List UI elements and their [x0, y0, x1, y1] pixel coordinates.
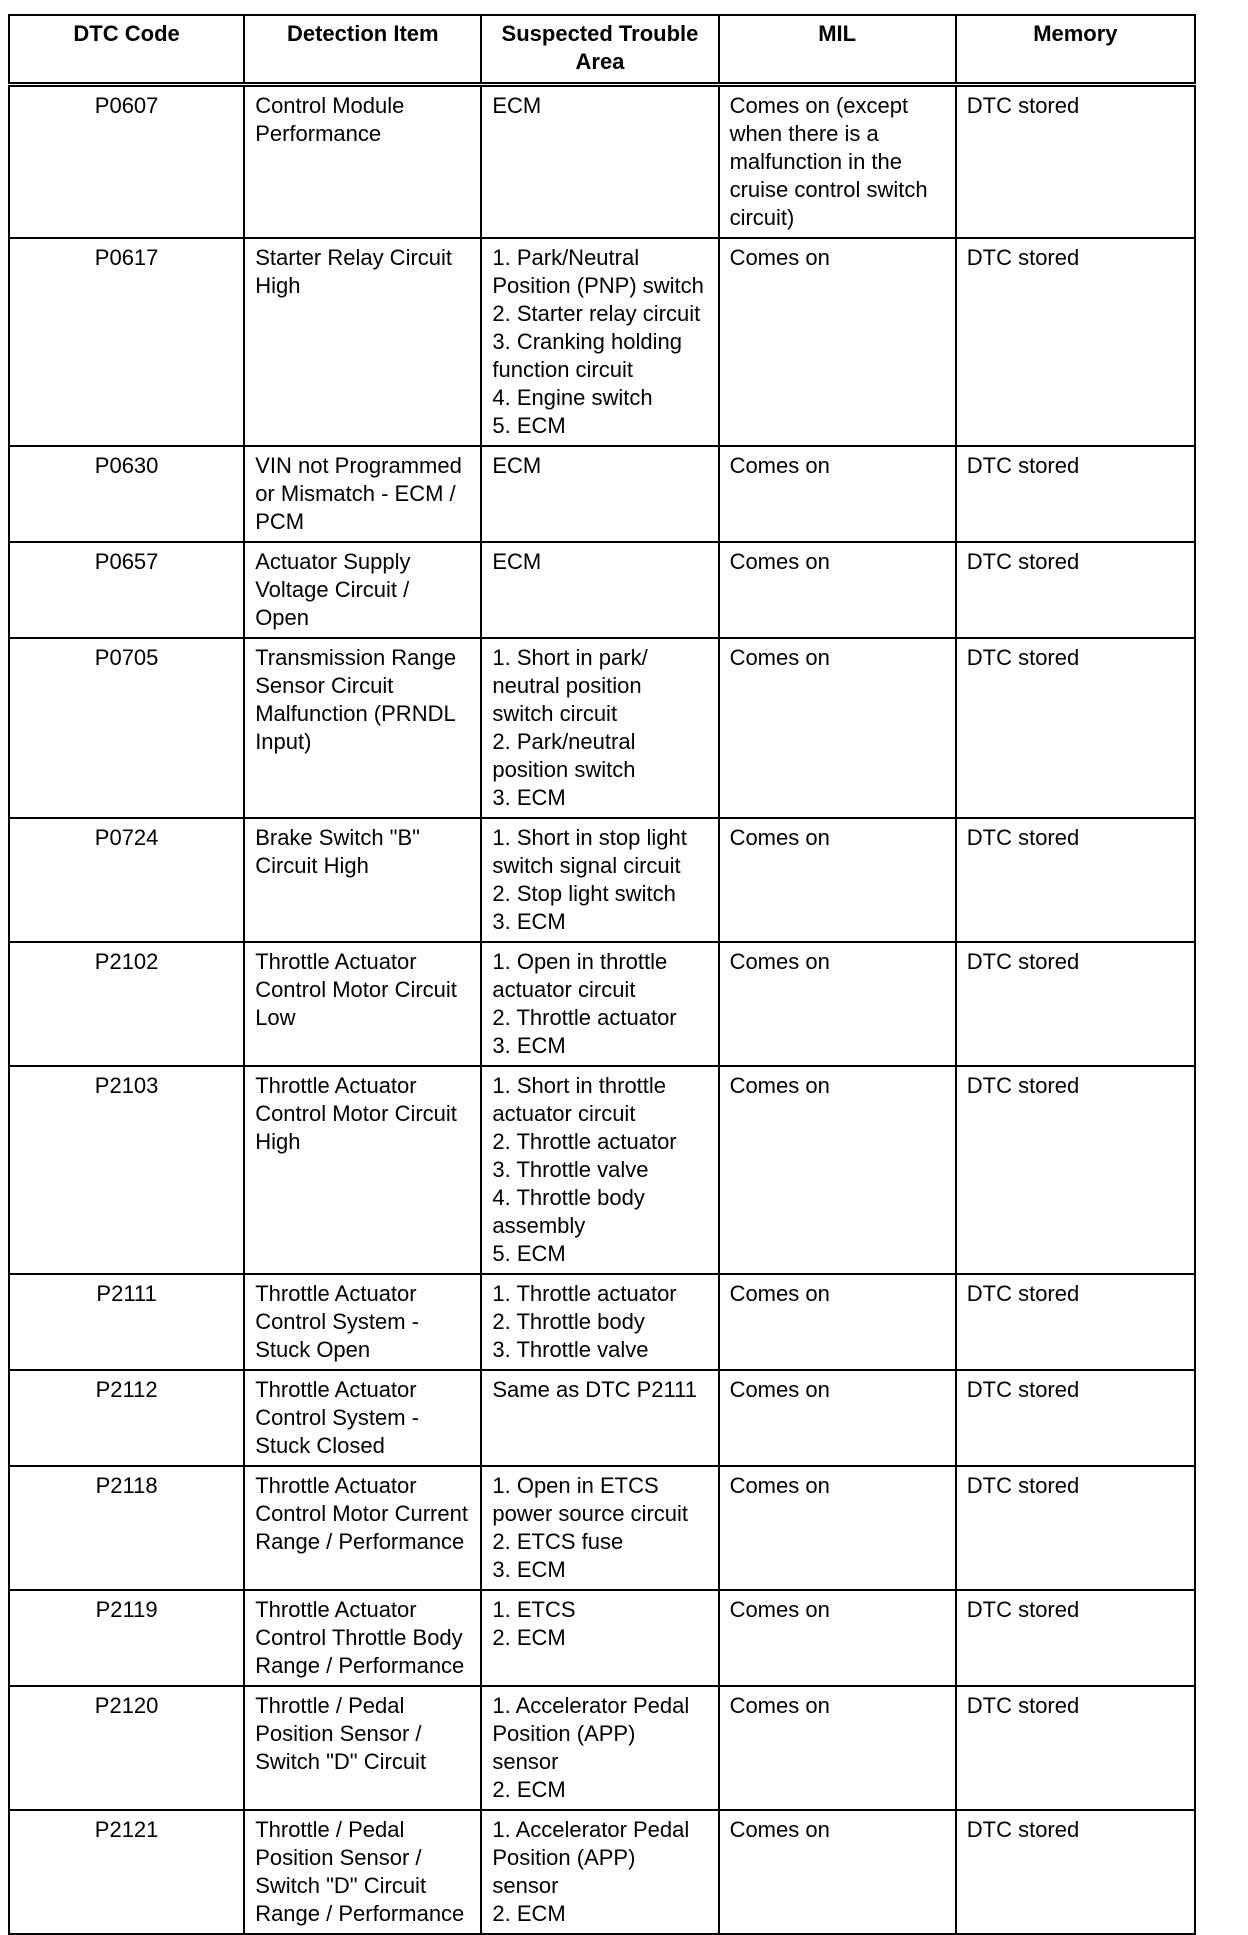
detection-item-cell-line: Low [255, 1005, 296, 1030]
table-row [9, 1370, 1195, 1466]
dtc-table-page [8, 14, 1196, 1935]
detection-item-cell-line: Control Motor Current [255, 1501, 468, 1526]
detection-item-cell-line: Actuator Supply [255, 549, 411, 574]
trouble-area-cell [481, 1686, 718, 1810]
memory-cell: DTC stored [956, 446, 1195, 542]
memory-cell: DTC stored [956, 1466, 1195, 1590]
trouble-area-cell-line: sensor [492, 1873, 559, 1898]
detection-item-cell-line: Range / Performance [255, 1653, 465, 1678]
dtc-code-cell: P2111 [9, 1274, 244, 1370]
trouble-area-cell-line: 1. Short in stop light [492, 825, 687, 850]
mil-cell [719, 818, 956, 942]
detection-item-cell-line: Brake Switch "B" [255, 825, 420, 850]
mil-cell [719, 1590, 956, 1686]
dtc-code-cell: P2120 [9, 1686, 244, 1810]
dtc-code-cell: P2121 [9, 1810, 244, 1934]
dtc-code-cell: P2119 [9, 1590, 244, 1686]
trouble-area-cell-line: 2. Starter relay circuit [492, 301, 701, 326]
trouble-area-cell-line: 2. ECM [492, 1625, 566, 1650]
detection-item-cell-line: Control Module [255, 93, 405, 118]
mil-cell [719, 638, 956, 818]
header-memory: Memory [956, 15, 1195, 85]
table-row [9, 942, 1195, 1066]
table-row [9, 638, 1195, 818]
trouble-area-cell-line: Position (PNP) switch [492, 273, 704, 298]
detection-item-cell-line: Throttle Actuator [255, 1473, 417, 1498]
detection-item-cell [244, 1066, 481, 1274]
dtc-code-cell: P0630 [9, 446, 244, 542]
mil-cell-line: Comes on [729, 549, 830, 574]
detection-item-cell-line: Position Sensor / [255, 1845, 422, 1870]
trouble-area-cell-line: Position (APP) [492, 1845, 636, 1870]
dtc-code-cell: P0724 [9, 818, 244, 942]
mil-cell [719, 1810, 956, 1934]
dtc-code-cell: P0705 [9, 638, 244, 818]
detection-item-cell-line: High [255, 273, 301, 298]
trouble-area-cell-line: assembly [492, 1213, 586, 1238]
mil-cell-line: Comes on [729, 949, 830, 974]
mil-cell [719, 85, 956, 239]
trouble-area-cell-line: 5. ECM [492, 1241, 566, 1266]
detection-item-cell-line: Position Sensor / [255, 1721, 422, 1746]
detection-item-cell [244, 238, 481, 446]
detection-item-cell-line: Transmission Range [255, 645, 457, 670]
detection-item-cell [244, 1466, 481, 1590]
table-row [9, 85, 1195, 239]
trouble-area-cell-line: 2. ETCS fuse [492, 1529, 624, 1554]
detection-item-cell-line: Throttle / Pedal [255, 1817, 405, 1842]
trouble-area-cell-line: 1. Open in throttle [492, 949, 668, 974]
dtc-code-cell: P2102 [9, 942, 244, 1066]
header-suspected-trouble-area [481, 15, 718, 85]
memory-cell: DTC stored [956, 942, 1195, 1066]
trouble-area-cell-line: 2. Throttle actuator [492, 1005, 677, 1030]
detection-item-cell-line: Control Motor Circuit [255, 1101, 457, 1126]
mil-cell-line: Comes on [729, 1817, 830, 1842]
mil-cell [719, 942, 956, 1066]
detection-item-cell-line: PCM [255, 509, 305, 534]
trouble-area-cell-line: power source circuit [492, 1501, 689, 1526]
detection-item-cell-line: Malfunction (PRNDL [255, 701, 456, 726]
memory-cell: DTC stored [956, 818, 1195, 942]
memory-cell: DTC stored [956, 1686, 1195, 1810]
detection-item-cell [244, 942, 481, 1066]
mil-cell-line: malfunction in the [729, 149, 902, 174]
trouble-area-cell-line: ECM [492, 453, 542, 478]
dtc-table [8, 14, 1196, 1935]
mil-cell [719, 542, 956, 638]
detection-item-cell-line: Control Throttle Body [255, 1625, 463, 1650]
trouble-area-cell-line: ECM [492, 549, 542, 574]
trouble-area-cell-line: 1. Accelerator Pedal [492, 1817, 690, 1842]
header-area-line: Suspected Trouble [501, 21, 699, 46]
header-area-line: Area [575, 49, 625, 74]
detection-item-cell-line: Switch "D" Circuit [255, 1749, 427, 1774]
mil-cell [719, 238, 956, 446]
trouble-area-cell-line: 4. Throttle body [492, 1185, 645, 1210]
detection-item-cell-line: Throttle Actuator [255, 1073, 417, 1098]
table-row [9, 238, 1195, 446]
mil-cell-line: Comes on (except [729, 93, 909, 118]
trouble-area-cell [481, 1370, 718, 1466]
trouble-area-cell [481, 1466, 718, 1590]
trouble-area-cell [481, 638, 718, 818]
detection-item-cell [244, 1274, 481, 1370]
trouble-area-cell-line: 4. Engine switch [492, 385, 653, 410]
mil-cell [719, 1370, 956, 1466]
detection-item-cell-line: Stuck Closed [255, 1433, 385, 1458]
dtc-code-cell: P0617 [9, 238, 244, 446]
trouble-area-cell-line: 2. Throttle actuator [492, 1129, 677, 1154]
memory-cell: DTC stored [956, 85, 1195, 239]
mil-cell-line: circuit) [729, 205, 795, 230]
trouble-area-cell-line: 1. Throttle actuator [492, 1281, 677, 1306]
trouble-area-cell-line: 3. Cranking holding [492, 329, 682, 354]
trouble-area-cell [481, 542, 718, 638]
mil-cell [719, 446, 956, 542]
trouble-area-cell-line: 5. ECM [492, 413, 566, 438]
mil-cell [719, 1686, 956, 1810]
header-mil: MIL [719, 15, 956, 85]
trouble-area-cell-line: switch circuit [492, 701, 618, 726]
detection-item-cell-line: Control System - [255, 1405, 420, 1430]
detection-item-cell-line: Stuck Open [255, 1337, 371, 1362]
dtc-code-cell: P0607 [9, 85, 244, 239]
mil-cell-line: Comes on [729, 1281, 830, 1306]
trouble-area-cell [481, 1066, 718, 1274]
trouble-area-cell [481, 238, 718, 446]
trouble-area-cell-line: 2. ECM [492, 1777, 566, 1802]
detection-item-cell [244, 85, 481, 239]
detection-item-cell-line: Range / Performance [255, 1529, 465, 1554]
detection-item-cell-line: Throttle Actuator [255, 1281, 417, 1306]
detection-item-cell [244, 1810, 481, 1934]
header-detection-item: Detection Item [244, 15, 481, 85]
memory-cell: DTC stored [956, 1370, 1195, 1466]
table-row [9, 446, 1195, 542]
dtc-code-cell: P2103 [9, 1066, 244, 1274]
trouble-area-cell-line: 2. ECM [492, 1901, 566, 1926]
mil-cell-line: cruise control switch [729, 177, 928, 202]
trouble-area-cell-line: 2. Stop light switch [492, 881, 676, 906]
mil-cell-line: Comes on [729, 645, 830, 670]
memory-cell: DTC stored [956, 638, 1195, 818]
detection-item-cell [244, 542, 481, 638]
mil-cell-line: Comes on [729, 1473, 830, 1498]
mil-cell-line: Comes on [729, 825, 830, 850]
mil-cell [719, 1066, 956, 1274]
detection-item-cell-line: Throttle / Pedal [255, 1693, 405, 1718]
detection-item-cell [244, 818, 481, 942]
trouble-area-cell-line: position switch [492, 757, 636, 782]
mil-cell-line: when there is a [729, 121, 879, 146]
detection-item-cell-line: Open [255, 605, 310, 630]
trouble-area-cell-line: actuator circuit [492, 977, 636, 1002]
trouble-area-cell-line: 1. Short in park/ [492, 645, 648, 670]
trouble-area-cell [481, 942, 718, 1066]
memory-cell: DTC stored [956, 1274, 1195, 1370]
detection-item-cell [244, 1370, 481, 1466]
trouble-area-cell-line: neutral position [492, 673, 642, 698]
table-row [9, 1686, 1195, 1810]
trouble-area-cell [481, 1590, 718, 1686]
detection-item-cell-line: Input) [255, 729, 312, 754]
dtc-table-body [9, 85, 1195, 1935]
memory-cell: DTC stored [956, 1066, 1195, 1274]
detection-item-cell-line: Control System - [255, 1309, 420, 1334]
trouble-area-cell-line: actuator circuit [492, 1101, 636, 1126]
table-row [9, 1590, 1195, 1686]
trouble-area-cell-line: 1. Open in ETCS [492, 1473, 659, 1498]
detection-item-cell-line: Throttle Actuator [255, 1377, 417, 1402]
detection-item-cell-line: Performance [255, 121, 382, 146]
detection-item-cell-line: Circuit High [255, 853, 369, 878]
trouble-area-cell-line: switch signal circuit [492, 853, 681, 878]
detection-item-cell-line: Range / Performance [255, 1901, 465, 1926]
table-row [9, 1810, 1195, 1934]
detection-item-cell-line: High [255, 1129, 301, 1154]
trouble-area-cell-line: 1. Short in throttle [492, 1073, 667, 1098]
detection-item-cell-line: VIN not Programmed [255, 453, 462, 478]
dtc-code-cell: P2112 [9, 1370, 244, 1466]
detection-item-cell-line: Switch "D" Circuit [255, 1873, 427, 1898]
header-dtc-code: DTC Code [9, 15, 244, 85]
detection-item-cell-line: or Mismatch - ECM / [255, 481, 456, 506]
trouble-area-cell-line: ECM [492, 93, 542, 118]
trouble-area-cell-line: 2. Park/neutral [492, 729, 636, 754]
trouble-area-cell [481, 818, 718, 942]
mil-cell [719, 1274, 956, 1370]
trouble-area-cell-line: Same as DTC P2111 [492, 1377, 697, 1402]
trouble-area-cell-line: 3. ECM [492, 909, 566, 934]
dtc-code-cell: P2118 [9, 1466, 244, 1590]
trouble-area-cell [481, 446, 718, 542]
trouble-area-cell-line: sensor [492, 1749, 559, 1774]
detection-item-cell-line: Voltage Circuit / [255, 577, 410, 602]
mil-cell-line: Comes on [729, 1073, 830, 1098]
trouble-area-cell-line: function circuit [492, 357, 633, 382]
trouble-area-cell-line: 1. Accelerator Pedal [492, 1693, 690, 1718]
memory-cell: DTC stored [956, 1810, 1195, 1934]
memory-cell: DTC stored [956, 542, 1195, 638]
detection-item-cell [244, 1686, 481, 1810]
detection-item-cell-line: Sensor Circuit [255, 673, 394, 698]
trouble-area-cell [481, 1274, 718, 1370]
detection-item-cell-line: Starter Relay Circuit [255, 245, 453, 270]
trouble-area-cell-line: 3. ECM [492, 1557, 566, 1582]
trouble-area-cell-line: 1. ETCS [492, 1597, 576, 1622]
mil-cell-line: Comes on [729, 453, 830, 478]
detection-item-cell-line: Control Motor Circuit [255, 977, 457, 1002]
table-row [9, 818, 1195, 942]
mil-cell-line: Comes on [729, 1597, 830, 1622]
table-row [9, 1466, 1195, 1590]
detection-item-cell [244, 1590, 481, 1686]
header-row [9, 15, 1195, 85]
table-row [9, 1274, 1195, 1370]
detection-item-cell-line: Throttle Actuator [255, 949, 417, 974]
trouble-area-cell-line: Position (APP) [492, 1721, 636, 1746]
trouble-area-cell-line: 3. Throttle valve [492, 1157, 649, 1182]
trouble-area-cell [481, 85, 718, 239]
mil-cell-line: Comes on [729, 1693, 830, 1718]
memory-cell: DTC stored [956, 1590, 1195, 1686]
trouble-area-cell [481, 1810, 718, 1934]
trouble-area-cell-line: 3. ECM [492, 785, 566, 810]
mil-cell [719, 1466, 956, 1590]
trouble-area-cell-line: 1. Park/Neutral [492, 245, 640, 270]
detection-item-cell-line: Throttle Actuator [255, 1597, 417, 1622]
mil-cell-line: Comes on [729, 245, 830, 270]
memory-cell: DTC stored [956, 238, 1195, 446]
table-row [9, 1066, 1195, 1274]
table-row [9, 542, 1195, 638]
dtc-code-cell: P0657 [9, 542, 244, 638]
detection-item-cell [244, 638, 481, 818]
trouble-area-cell-line: 3. Throttle valve [492, 1337, 649, 1362]
mil-cell-line: Comes on [729, 1377, 830, 1402]
detection-item-cell [244, 446, 481, 542]
trouble-area-cell-line: 2. Throttle body [492, 1309, 645, 1334]
trouble-area-cell-line: 3. ECM [492, 1033, 566, 1058]
